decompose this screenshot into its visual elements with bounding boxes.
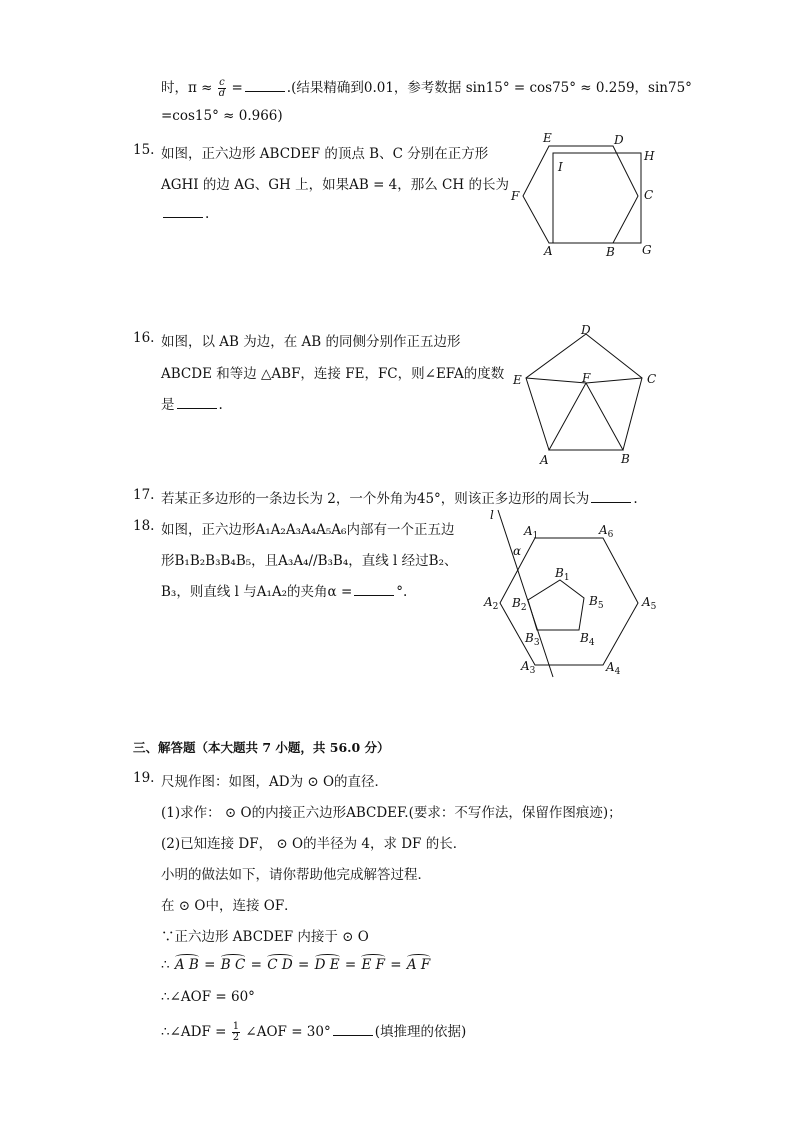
label-E: E [513, 373, 522, 387]
q19-line4: 小明的做法如下，请你帮助他完成解答过程． [161, 867, 431, 883]
answer-blank[interactable] [591, 490, 631, 503]
fraction-c-over-d: $\frac{c}{d}$ [218, 77, 226, 99]
q16-line3: 是 . [161, 397, 223, 413]
q15-line1: 如图，正六边形 ABCDEF 的顶点 B、C 分别在正方形 [161, 146, 489, 162]
label-A2: $A_2$ [484, 595, 499, 612]
question-number: 15. [133, 142, 155, 158]
answer-blank[interactable] [163, 205, 203, 218]
arc-DE: D E [314, 957, 340, 973]
segment-FE [526, 378, 586, 383]
label-H: H [644, 149, 655, 163]
q19-line1: 尺规作图：如图，AD为 ⊙ O的直径． [161, 774, 389, 790]
section-heading: 三、解答题（本大题共 7 小题，共 56.0 分） [133, 740, 390, 755]
answer-blank[interactable] [354, 583, 394, 596]
q16-line2: ABCDE 和等边 △ABF，连接 FE，FC，则∠EFA的度数 [161, 366, 505, 382]
label-D: D [614, 133, 624, 147]
q17-text: 若某正多边形的一条边长为 2，一个外角为45°，则该正多边形的周长为 . [161, 491, 638, 507]
q18-line2: 形B₁B₂B₃B₄B₅，且A₃A₄//B₃B₄，直线 l 经过B₂、 [161, 553, 458, 569]
label-F: F [582, 371, 591, 385]
label-B: B [621, 452, 630, 466]
label-B: B [606, 245, 615, 259]
label-D: D [581, 323, 591, 337]
q18-figure-hexagon-pentagon [480, 505, 670, 685]
label-F: F [511, 189, 520, 203]
label-alpha: α [513, 544, 522, 558]
label-B1: $B_1$ [555, 566, 570, 583]
q19-line6: ∵正六边形 ABCDEF 内接于 ⊙ O [161, 929, 369, 945]
square-AGHI [553, 153, 641, 243]
label-A1: $A_1$ [524, 524, 539, 541]
label-A: A [540, 453, 549, 467]
label-B3: $B_3$ [525, 631, 540, 648]
fraction-one-half: $\frac{1}{2}$ [232, 1021, 240, 1043]
answer-blank[interactable] [177, 396, 217, 409]
question-number: 17. [133, 487, 155, 503]
q14-line2: =cos15° ≈ 0.966) [161, 108, 283, 124]
q19-line7-arcs: ∴ A B = B C = C D = D E = E F = A F [161, 957, 431, 973]
q18-line3: B₃，则直线 l 与A₁A₂的夹角α = °. [161, 584, 408, 600]
answer-blank[interactable] [245, 79, 285, 92]
pentagon-ABCDE [526, 334, 642, 450]
label-I: I [558, 160, 563, 174]
segment-FC [586, 378, 642, 383]
label-l: l [490, 508, 494, 522]
q16-figure-pentagon-triangle [505, 318, 665, 468]
label-B4: $B_4$ [580, 631, 595, 648]
arc-AF: A F [406, 957, 431, 973]
q19-line8: ∴∠AOF = 60° [161, 989, 255, 1005]
q19-line2: (1)求作： ⊙ O的内接正六边形ABCDEF.(要求：不写作法，保留作图痕迹)； [161, 805, 622, 821]
q14-line1: 时，π ≈ $\frac{c}{d}$ = .(结果精确到0.01，参考数据 sin15° = cos75° ≈ 0.259，sin75° [161, 77, 692, 99]
label-B2: $B_2$ [512, 596, 527, 613]
q18-line1: 如图，正六边形A₁A₂A₃A₄A₅A₆内部有一个正五边 [161, 522, 455, 538]
arc-CD: C D [267, 957, 293, 973]
pentagon-B1-B5 [528, 580, 584, 630]
q15-figure-hexagon-square [505, 128, 665, 263]
label-B5: $B_5$ [589, 594, 604, 611]
q15-line2: AGHI 的边 AG、GH 上，如果AB = 4，那么 CH 的长为 [161, 177, 509, 193]
hexagon-ABCDEF [523, 146, 638, 243]
arc-BC: B C [220, 957, 246, 973]
label-A: A [544, 244, 553, 258]
question-number: 16. [133, 330, 155, 346]
q19-line9: ∴∠ADF = $\frac{1}{2}$ ∠AOF = 30° (填推理的依据) [161, 1021, 467, 1043]
triangle-ABF [549, 383, 623, 450]
label-A5: $A_5$ [642, 595, 657, 612]
label-A4: $A_4$ [606, 660, 621, 677]
label-E: E [543, 131, 552, 145]
label-A6: $A_6$ [599, 523, 614, 540]
q16-line1: 如图，以 AB 为边，在 AB 的同侧分别作正五边形 [161, 334, 461, 350]
q19-line3: (2)已知连接 DF， ⊙ O的半径为 4，求 DF 的长． [161, 836, 467, 852]
q19-line5: 在 ⊙ O中，连接 OF． [161, 898, 298, 914]
arc-EF: E F [361, 957, 385, 973]
question-number: 19. [133, 770, 155, 786]
label-G: G [642, 243, 652, 257]
label-A3: $A_3$ [521, 659, 536, 676]
label-C: C [647, 372, 657, 386]
question-number: 18. [133, 518, 155, 534]
label-C: C [644, 188, 654, 202]
answer-blank[interactable] [333, 1023, 373, 1036]
q15-line3: . [161, 205, 209, 222]
arc-AB: A B [174, 957, 199, 973]
